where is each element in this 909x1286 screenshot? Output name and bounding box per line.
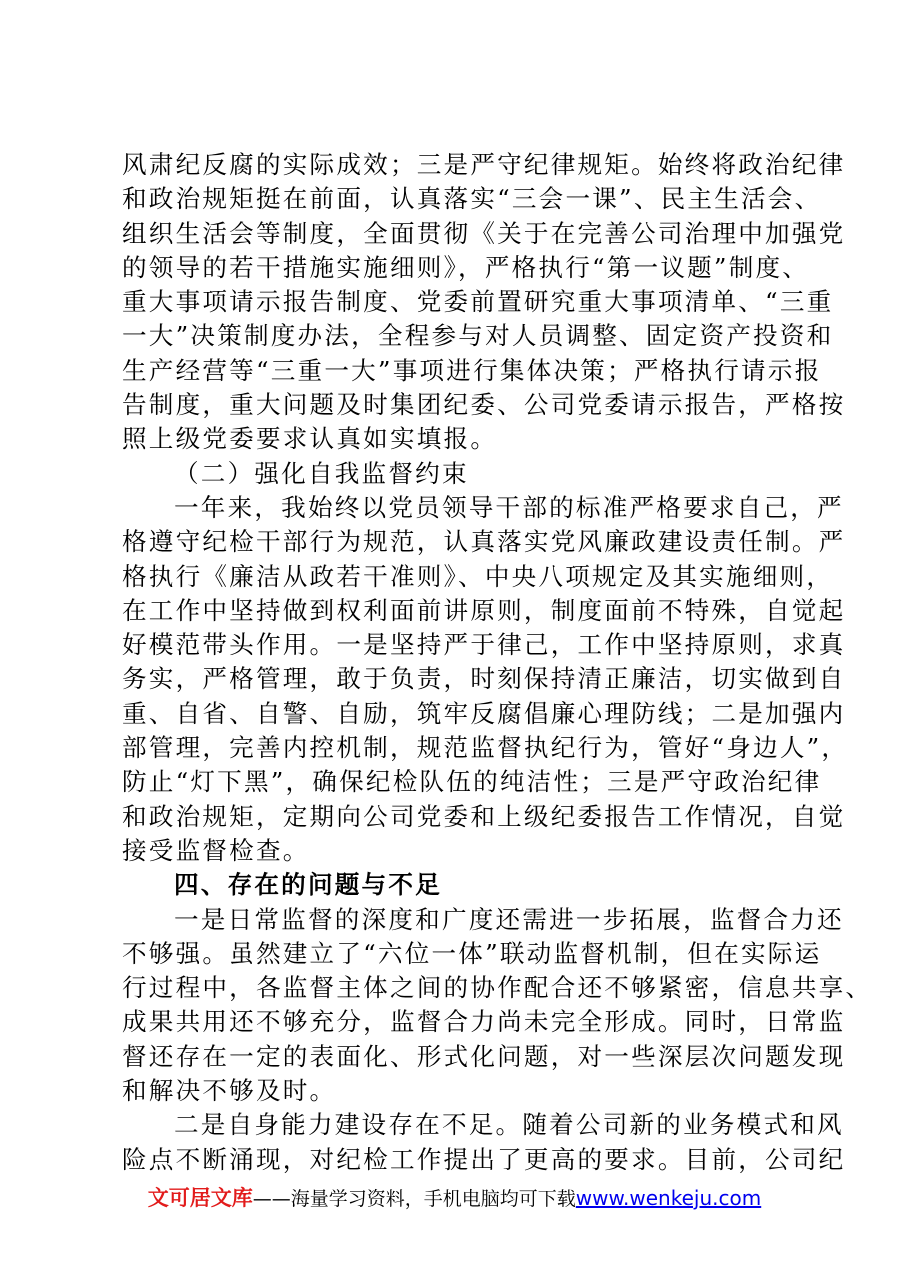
- section-heading: 四、存在的问题与不足: [174, 870, 442, 900]
- paragraph-line: 的领导的若干措施实施细则》，严格执行“第一议题”制度、: [122, 252, 810, 282]
- footer-brand: 文可居文库: [147, 1186, 253, 1210]
- paragraph-line: 组织生活会等制度，全面贯彻《关于在完善公司治理中加强党: [122, 218, 846, 248]
- paragraph-line: 二是自身能力建设存在不足。随着公司新的业务模式和风: [174, 1110, 844, 1140]
- paragraph-line: 照上级党委要求认真如实填报。: [122, 424, 498, 454]
- paragraph-line: 接受监督检查。: [122, 835, 310, 865]
- document-body: [122, 148, 873, 1177]
- paragraph-line: 险点不断涌现，对纪检工作提出了更高的要求。目前，公司纪: [122, 1144, 846, 1174]
- paragraph-line: 格执行《廉洁从政若干准则》、中央八项规定及其实施细则，: [122, 561, 834, 591]
- paragraph-line: 和政治规矩，定期向公司党委和上级纪委报告工作情况，自觉: [122, 801, 846, 831]
- paragraph-line: 和政治规矩挺在前面，认真落实“三会一课”、民主生活会、: [122, 184, 822, 214]
- paragraph-line: 一大”决策制度办法，全程参与对人员调整、固定资产投资和: [122, 321, 834, 351]
- paragraph-line: 防止“灯下黑”，确保纪检队伍的纯洁性；三是严守政治纪律: [122, 767, 822, 797]
- paragraph-line: 重、自省、自警、自励，筑牢反腐倡廉心理防线；二是加强内: [122, 698, 846, 728]
- paragraph-line: 一是日常监督的深度和广度还需进一步拓展，监督合力还: [174, 904, 844, 934]
- paragraph-line: 风肃纪反腐的实际成效；三是严守纪律规矩。始终将政治纪律: [122, 150, 846, 179]
- footer-link[interactable]: www.wenkeju.com: [575, 1186, 762, 1210]
- paragraph-line: 告制度，重大问题及时集团纪委、公司党委请示报告，严格按: [122, 390, 846, 420]
- paragraph-line: 在工作中坚持做到权利面前讲原则，制度面前不特殊，自觉起: [122, 595, 846, 625]
- paragraph-line: 和解决不够及时。: [122, 1076, 337, 1106]
- paragraph-line: 务实，严格管理，敢于负责，时刻保持清正廉洁，切实做到自: [122, 664, 846, 694]
- paragraph-line: 好模范带头作用。一是坚持严于律己，工作中坚持原则，求真: [122, 630, 846, 660]
- subsection-heading: （二）强化自我监督约束: [174, 458, 469, 488]
- paragraph-line: 生产经营等“三重一大”事项进行集体决策；严格执行请示报: [122, 355, 822, 385]
- paragraph-line: 成果共用还不够充分，监督合力尚未完全形成。同时，日常监: [122, 1007, 846, 1037]
- paragraph-line: 督还存在一定的表面化、形式化问题，对一些深层次问题发现: [122, 1041, 846, 1071]
- paragraph-line: 重大事项请示报告制度、党委前置研究重大事项清单、“三重: [122, 287, 834, 317]
- footer-banner: [0, 1182, 909, 1212]
- paragraph-line: 不够强。虽然建立了“六位一体”联动监督机制，但在实际运: [122, 938, 822, 968]
- footer-slogan: ——海量学习资料，手机电脑均可下载: [252, 1188, 576, 1210]
- paragraph-line: 部管理，完善内控机制，规范监督执纪行为，管好“身边人”，: [122, 733, 849, 763]
- paragraph-line: 一年来，我始终以党员领导干部的标准严格要求自己，严: [174, 492, 844, 522]
- paragraph-line: 格遵守纪检干部行为规范，认真落实党风廉政建设责任制。严: [122, 527, 846, 557]
- paragraph-line: 行过程中，各监督主体之间的协作配合还不够紧密，信息共享、: [122, 973, 873, 1003]
